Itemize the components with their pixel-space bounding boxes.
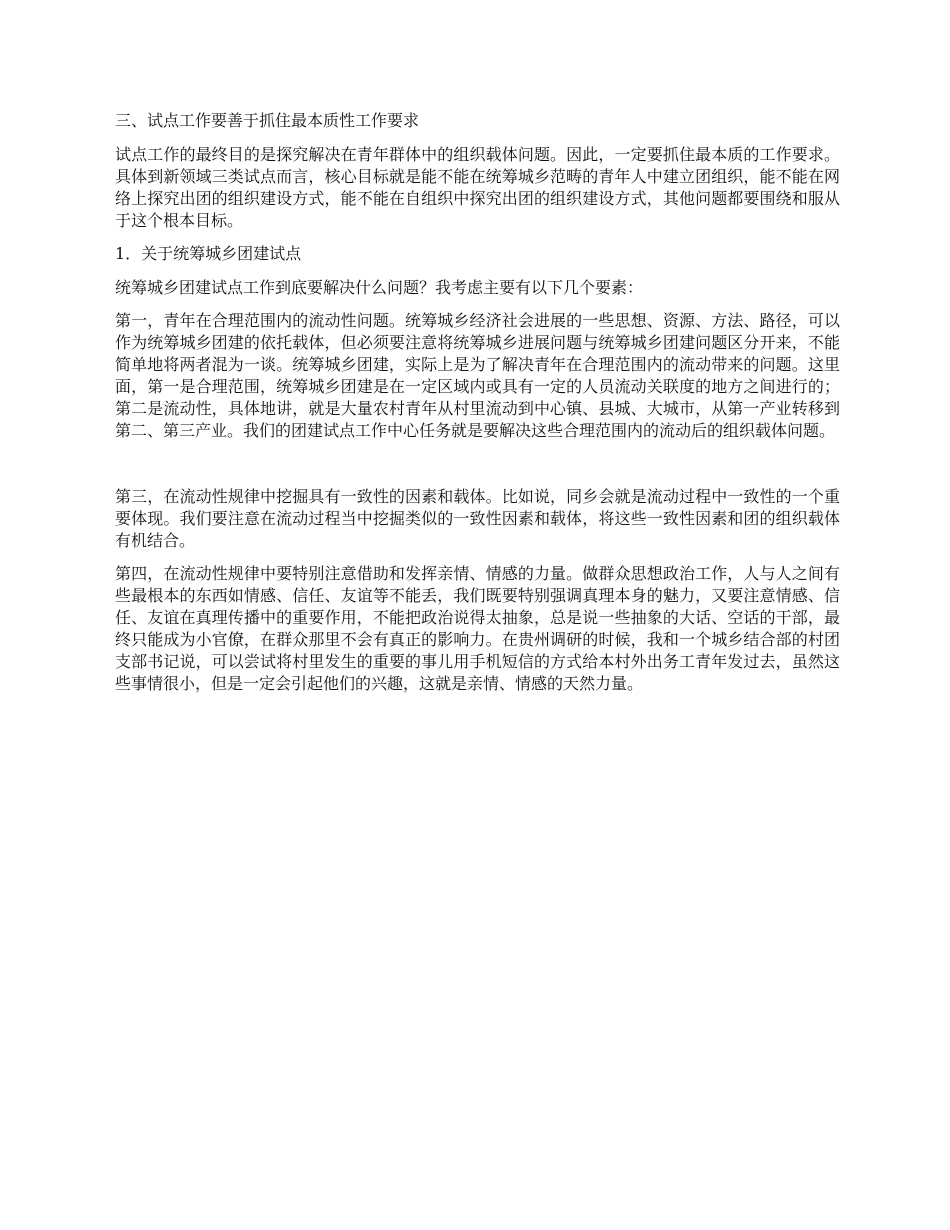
document-page	[115, 110, 840, 706]
section-heading: 三、试点工作要善于抓住最本质性工作要求	[115, 111, 420, 130]
subheading-urban-rural-pilot: 1．关于统筹城乡团建试点	[115, 244, 302, 263]
intro-paragraph: 试点工作的最终目的是探究解决在青年群体中的组织载体问题。因此，一定要抓住最本质的工作要求。具体到新领域三类试点而言，核心目标就是能不能在统筹城乡范畴的青年人中建立团组织，能不能在网络上探究出团的组织建设方式，能不能在自组织中探究出团的组织建设方式，其他问题都要围绕和服从于这个根本目标。	[115, 145, 840, 230]
blank-gap	[115, 453, 840, 486]
first-point-paragraph: 第一，青年在合理范围内的流动性问题。统筹城乡经济社会进展的一些思想、资源、方法、路径，可以作为统筹城乡团建的依托载体，但必须要注意将统筹城乡进展问题与统筹城乡团建问题区分开来，不能简单地将两者混为一谈。统筹城乡团建，实际上是为了解决青年在合理范围内的流动带来的问题。这里面，第一是合理范围，统筹城乡团建是在一定区域内或具有一定的人员流动关联度的地方之间进行的；第二是流动性，具体地讲，就是大量农村青年从村里流动到中心镇、县城、大城市，从第一产业转移到第二、第三产业。我们的团建试点工作中心任务就是要解决这些合理范围内的流动后的组织载体问题。	[115, 311, 840, 440]
fourth-point-paragraph: 第四，在流动性规律中要特别注意借助和发挥亲情、情感的力量。做群众思想政治工作，人与人之间有些最根本的东西如情感、信任、友谊等不能丢，我们既要特别强调真理本身的魅力，又要注意情感、信任、友谊在真理传播中的重要作用，不能把政治说得太抽象，总是说一些抽象的大话、空话的干部，最终只能成为小官僚，在群众那里不会有真正的影响力。在贵州调研的时候，我和一个城乡结合部的村团支部书记说，可以尝试将村里发生的重要的事儿用手机短信的方式给本村外出务工青年发过去，虽然这些事情很小，但是一定会引起他们的兴趣，这就是亲情、情感的天然力量。	[115, 564, 840, 693]
question-paragraph: 统筹城乡团建试点工作到底要解决什么问题？我考虑主要有以下几个要素：	[115, 278, 644, 297]
third-point-paragraph: 第三，在流动性规律中挖掘具有一致性的因素和载体。比如说，同乡会就是流动过程中一致性的一个重要体现。我们要注意在流动过程当中挖掘类似的一致性因素和载体，将这些一致性因素和团的组织载体有机结合。	[115, 487, 840, 550]
